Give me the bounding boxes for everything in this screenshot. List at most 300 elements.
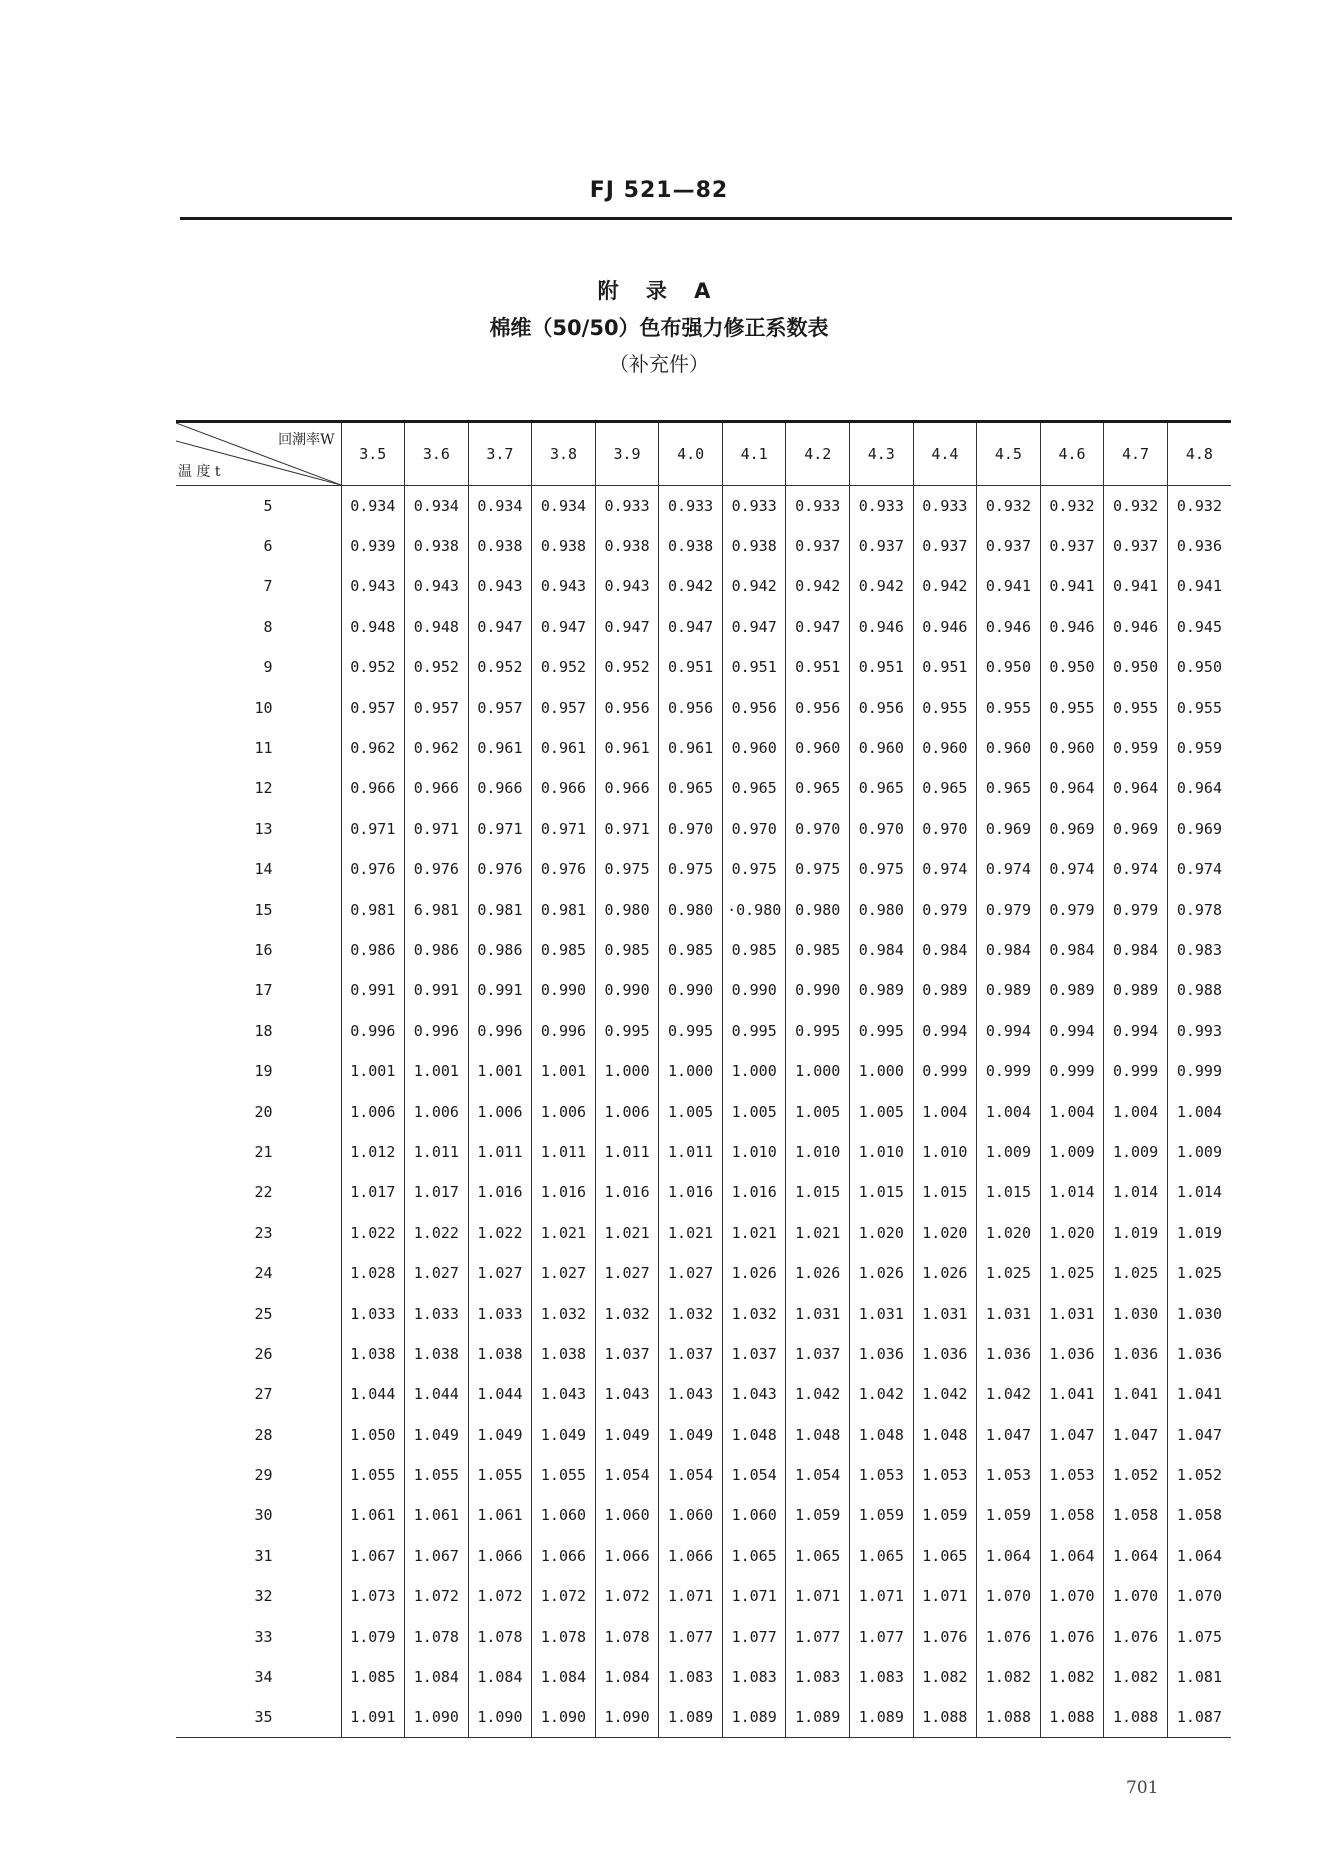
coefficient-cell: 1.027	[405, 1253, 469, 1293]
coefficient-cell: 1.019	[1167, 1213, 1231, 1253]
temperature-cell: 7	[263, 577, 273, 596]
coefficient-cell: 1.005	[786, 1091, 850, 1131]
coefficient-cell: 1.021	[595, 1213, 659, 1253]
coefficient-cell: 0.932	[977, 486, 1041, 526]
coefficient-cell: 0.969	[1167, 809, 1231, 849]
coefficient-cell: 1.077	[659, 1616, 723, 1656]
coefficient-cell: 1.082	[913, 1657, 977, 1697]
coefficient-cell: 0.989	[913, 970, 977, 1010]
coefficient-cell: 0.945	[1167, 607, 1231, 647]
coefficient-cell: 1.037	[722, 1334, 786, 1374]
coefficient-cell: 0.965	[722, 768, 786, 808]
coefficient-cell: 0.980	[786, 889, 850, 929]
coefficient-cell: 1.064	[1104, 1536, 1168, 1576]
coefficient-cell: 0.971	[595, 809, 659, 849]
coefficient-cell: 0.994	[913, 1011, 977, 1051]
coefficient-cell: 1.009	[1104, 1132, 1168, 1172]
coefficient-cell: 0.994	[1104, 1011, 1168, 1051]
coefficient-cell: 0.951	[786, 647, 850, 687]
coefficient-cell: 0.990	[532, 970, 596, 1010]
coefficient-cell: 1.085	[341, 1657, 405, 1697]
coefficient-cell: 1.047	[977, 1414, 1041, 1454]
coefficient-cell: 1.060	[659, 1495, 723, 1535]
header-rule	[180, 217, 1232, 220]
coefficient-cell: 1.084	[532, 1657, 596, 1697]
coefficient-cell: 0.946	[1040, 607, 1104, 647]
coefficient-cell: 0.971	[341, 809, 405, 849]
coefficient-cell: 0.964	[1104, 768, 1168, 808]
coefficient-cell: 1.027	[659, 1253, 723, 1293]
coefficient-cell: 1.038	[405, 1334, 469, 1374]
coefficient-cell: 0.947	[659, 607, 723, 647]
coefficient-cell: 1.005	[850, 1091, 914, 1131]
table-row	[176, 566, 1231, 606]
coefficient-cell: 1.076	[977, 1616, 1041, 1656]
coefficient-cell: 0.955	[1104, 687, 1168, 727]
table-row	[176, 1213, 1231, 1253]
coefficient-cell: 1.011	[595, 1132, 659, 1172]
table-row	[176, 1374, 1231, 1414]
coefficient-cell: 0.994	[977, 1011, 1041, 1051]
coefficient-cell: 0.932	[1040, 486, 1104, 526]
coefficient-cell: 1.049	[595, 1414, 659, 1454]
temperature-cell: 16	[254, 940, 273, 959]
coefficient-cell: 0.999	[1040, 1051, 1104, 1091]
coefficient-cell: 0.959	[1104, 728, 1168, 768]
coefficient-cell: 1.036	[1104, 1334, 1168, 1374]
coefficient-cell: 1.054	[722, 1455, 786, 1495]
coefficient-cell: 0.969	[1104, 809, 1168, 849]
coefficient-cell: 1.052	[1104, 1455, 1168, 1495]
coefficient-cell: 1.033	[341, 1293, 405, 1333]
column-header-cell: 4.0	[659, 422, 723, 486]
table-row	[176, 849, 1231, 889]
coefficient-cell: 0.999	[913, 1051, 977, 1091]
coefficient-cell: 0.965	[786, 768, 850, 808]
table-row	[176, 1616, 1231, 1656]
appendix-label: 附 录 A	[597, 279, 721, 303]
coefficient-cell: 1.072	[468, 1576, 532, 1616]
coefficient-cell: 0.965	[659, 768, 723, 808]
coefficient-cell: 0.966	[341, 768, 405, 808]
coefficient-cell: 1.076	[1040, 1616, 1104, 1656]
coefficient-cell: 0.956	[595, 687, 659, 727]
coefficient-cell: 1.030	[1104, 1293, 1168, 1333]
coefficient-cell: 0.979	[913, 889, 977, 929]
coefficient-cell: 0.957	[405, 687, 469, 727]
coefficient-cell: 1.083	[786, 1657, 850, 1697]
coefficient-cell: 1.065	[913, 1536, 977, 1576]
coefficient-cell: 1.048	[786, 1414, 850, 1454]
coefficient-cell: 1.026	[850, 1253, 914, 1293]
coefficient-cell: 1.064	[977, 1536, 1041, 1576]
coefficient-cell: 1.042	[850, 1374, 914, 1414]
coefficient-cell: 1.070	[1167, 1576, 1231, 1616]
coefficient-cell: 0.971	[468, 809, 532, 849]
coefficient-cell: 1.088	[1104, 1697, 1168, 1737]
coefficient-cell: 0.955	[913, 687, 977, 727]
coefficient-cell: 0.938	[405, 526, 469, 566]
coefficient-cell: 1.006	[532, 1091, 596, 1131]
coefficient-cell: 0.951	[850, 647, 914, 687]
temperature-cell: 27	[254, 1385, 273, 1404]
coefficient-cell: 1.009	[977, 1132, 1041, 1172]
coefficient-cell: 1.073	[341, 1576, 405, 1616]
column-header-cell: 4.4	[913, 422, 977, 486]
coefficient-cell: 0.932	[1167, 486, 1231, 526]
coefficient-cell: 0.974	[1104, 849, 1168, 889]
coefficient-cell: 1.009	[1167, 1132, 1231, 1172]
coefficient-cell: 0.962	[341, 728, 405, 768]
coefficient-cell: 0.971	[532, 809, 596, 849]
table-row	[176, 687, 1231, 727]
coefficient-cell: 1.001	[468, 1051, 532, 1091]
coefficient-cell: 0.955	[1040, 687, 1104, 727]
coefficient-cell: 1.025	[1167, 1253, 1231, 1293]
temperature-cell: 13	[254, 819, 273, 838]
temperature-cell: 26	[254, 1344, 273, 1363]
temperature-cell: 18	[254, 1021, 273, 1040]
coefficient-cell: 1.031	[786, 1293, 850, 1333]
coefficient-cell: 1.036	[1167, 1334, 1231, 1374]
coefficient-cell: 0.989	[1104, 970, 1168, 1010]
coefficient-cell: 1.005	[659, 1091, 723, 1131]
coefficient-cell: 0.993	[1167, 1011, 1231, 1051]
coefficient-cell: 1.044	[468, 1374, 532, 1414]
coefficient-cell: 1.089	[850, 1697, 914, 1737]
coefficient-cell: 1.036	[850, 1334, 914, 1374]
coefficient-cell: 1.001	[341, 1051, 405, 1091]
coefficient-cell: 0.974	[1040, 849, 1104, 889]
coefficient-cell: 1.081	[1167, 1657, 1231, 1697]
temperature-cell: 14	[254, 860, 273, 879]
coefficient-cell: 1.026	[913, 1253, 977, 1293]
coefficient-cell: 1.089	[659, 1697, 723, 1737]
coefficient-cell: 1.020	[1040, 1213, 1104, 1253]
coefficient-cell: 1.091	[341, 1697, 405, 1737]
coefficient-cell: 0.995	[595, 1011, 659, 1051]
coefficient-cell: 0.995	[722, 1011, 786, 1051]
coefficient-cell: 0.934	[468, 486, 532, 526]
coefficient-cell: 0.985	[722, 930, 786, 970]
coefficient-cell: 0.970	[722, 809, 786, 849]
coefficient-cell: 1.059	[977, 1495, 1041, 1535]
temperature-cell: 17	[254, 981, 273, 1000]
column-header-cell: 4.1	[722, 422, 786, 486]
table-row	[176, 728, 1231, 768]
coefficient-cell: 1.014	[1167, 1172, 1231, 1212]
coefficient-cell: 0.943	[532, 566, 596, 606]
coefficient-cell: 0.976	[405, 849, 469, 889]
coefficient-cell: 1.084	[595, 1657, 659, 1697]
coefficient-cell: 0.937	[913, 526, 977, 566]
column-header-cell: 3.5	[341, 422, 405, 486]
table-row	[176, 1414, 1231, 1454]
coefficient-cell: 1.038	[468, 1334, 532, 1374]
coefficient-cell: 0.956	[850, 687, 914, 727]
coefficient-cell: 1.041	[1040, 1374, 1104, 1414]
table-row	[176, 526, 1231, 566]
table-row	[176, 1697, 1231, 1737]
table-row	[176, 1253, 1231, 1293]
coefficient-cell: 0.957	[532, 687, 596, 727]
temperature-cell: 32	[254, 1587, 273, 1606]
temperature-cell: 8	[263, 617, 273, 636]
coefficient-cell: 1.031	[850, 1293, 914, 1333]
coefficient-cell: 0.943	[405, 566, 469, 606]
coefficient-cell: 1.071	[786, 1576, 850, 1616]
coefficient-cell: 1.047	[1104, 1414, 1168, 1454]
coefficient-cell: 0.995	[850, 1011, 914, 1051]
coefficient-cell: 1.052	[1167, 1455, 1231, 1495]
temperature-cell: 19	[254, 1062, 273, 1081]
coefficient-cell: 0.990	[595, 970, 659, 1010]
coefficient-cell: 1.037	[786, 1334, 850, 1374]
coefficient-cell: 1.014	[1040, 1172, 1104, 1212]
coefficient-cell: 1.001	[405, 1051, 469, 1091]
coefficient-cell: 0.989	[1040, 970, 1104, 1010]
coefficient-cell: 0.932	[1104, 486, 1168, 526]
coefficient-cell: 1.055	[468, 1455, 532, 1495]
coefficient-cell: 0.976	[532, 849, 596, 889]
coefficient-cell: 0.933	[595, 486, 659, 526]
coefficient-cell: 1.022	[468, 1213, 532, 1253]
coefficient-cell: 1.032	[532, 1293, 596, 1333]
coefficient-cell: 0.938	[659, 526, 723, 566]
coefficient-cell: 1.014	[1104, 1172, 1168, 1212]
coefficient-cell: 0.934	[532, 486, 596, 526]
coefficient-cell: 1.079	[341, 1616, 405, 1656]
coefficient-cell: 1.033	[405, 1293, 469, 1333]
coefficient-cell: 0.961	[595, 728, 659, 768]
coefficient-cell: 0.975	[850, 849, 914, 889]
coefficient-cell: 1.065	[722, 1536, 786, 1576]
coefficient-cell: 0.957	[341, 687, 405, 727]
page-number: 701	[1126, 1778, 1159, 1798]
coefficient-cell: 0.947	[595, 607, 659, 647]
coefficient-cell: 0.933	[850, 486, 914, 526]
coefficient-cell: 0.966	[595, 768, 659, 808]
coefficient-cell: 0.960	[913, 728, 977, 768]
coefficient-cell: 0.984	[850, 930, 914, 970]
coefficient-cell: 0.966	[405, 768, 469, 808]
coefficient-cell: 0.975	[595, 849, 659, 889]
coefficient-cell: 0.985	[786, 930, 850, 970]
coefficient-cell: 0.966	[468, 768, 532, 808]
coefficient-cell: 0.965	[850, 768, 914, 808]
coefficient-cell: 0.985	[659, 930, 723, 970]
coefficient-cell: 1.065	[786, 1536, 850, 1576]
coefficient-cell: 0.952	[468, 647, 532, 687]
coefficient-cell: 1.015	[977, 1172, 1041, 1212]
coefficient-cell: 0.951	[722, 647, 786, 687]
coefficient-cell: 1.022	[405, 1213, 469, 1253]
coefficient-cell: 0.960	[850, 728, 914, 768]
table-subtitle: （补充件）	[609, 352, 709, 376]
coefficient-cell: 0.999	[977, 1051, 1041, 1091]
coefficient-cell: 0.990	[786, 970, 850, 1010]
coefficient-cell: 0.990	[659, 970, 723, 1010]
coefficient-cell: 1.058	[1104, 1495, 1168, 1535]
table-row	[176, 1091, 1231, 1131]
column-header-cell: 3.6	[405, 422, 469, 486]
temperature-cell: 28	[254, 1425, 273, 1444]
coefficient-cell: 0.934	[341, 486, 405, 526]
coefficient-cell: 0.942	[786, 566, 850, 606]
coefficient-cell: 1.088	[1040, 1697, 1104, 1737]
coefficient-cell: 0.981	[468, 889, 532, 929]
coefficient-cell: 1.083	[659, 1657, 723, 1697]
coefficient-cell: 1.027	[595, 1253, 659, 1293]
coefficient-cell: 1.026	[786, 1253, 850, 1293]
coefficient-cell: 1.054	[659, 1455, 723, 1495]
coefficient-cell: 1.070	[977, 1576, 1041, 1616]
coefficient-cell: 0.991	[468, 970, 532, 1010]
coefficient-cell: 1.087	[1167, 1697, 1231, 1737]
coefficient-cell: 0.960	[1040, 728, 1104, 768]
temperature-cell: 30	[254, 1506, 273, 1525]
coefficient-cell: 1.033	[468, 1293, 532, 1333]
coefficient-cell: 0.996	[468, 1011, 532, 1051]
coefficient-cell: 1.021	[786, 1213, 850, 1253]
coefficient-cell: 0.950	[1040, 647, 1104, 687]
standard-code: FJ 521—82	[589, 178, 729, 203]
table-row	[176, 486, 1231, 526]
table-row	[176, 1657, 1231, 1697]
coefficient-cell: 0.984	[977, 930, 1041, 970]
coefficient-cell: 1.048	[722, 1414, 786, 1454]
table-row	[176, 1293, 1231, 1333]
coefficient-cell: 0.950	[1167, 647, 1231, 687]
table-body	[176, 486, 1231, 1738]
coefficient-cell: 0.933	[722, 486, 786, 526]
coefficient-cell: 1.016	[722, 1172, 786, 1212]
column-header-cell: 3.7	[468, 422, 532, 486]
coefficient-cell: 1.041	[1104, 1374, 1168, 1414]
coefficient-cell: 0.937	[1040, 526, 1104, 566]
coefficient-cell: 0.969	[977, 809, 1041, 849]
coefficient-cell: 0.980	[850, 889, 914, 929]
table-row	[176, 1495, 1231, 1535]
coefficient-cell: 0.985	[532, 930, 596, 970]
coefficient-cell: 1.060	[532, 1495, 596, 1535]
table-row	[176, 1576, 1231, 1616]
coefficient-cell: 1.064	[1040, 1536, 1104, 1576]
coefficient-cell: 0.941	[1167, 566, 1231, 606]
coefficient-cell: 0.947	[722, 607, 786, 647]
coefficient-cell: 1.020	[913, 1213, 977, 1253]
coefficient-cell: 1.043	[659, 1374, 723, 1414]
coefficient-cell: 0.994	[1040, 1011, 1104, 1051]
coefficient-cell: 0.981	[341, 889, 405, 929]
coefficient-cell: 0.991	[405, 970, 469, 1010]
coefficient-cell: 0.969	[1040, 809, 1104, 849]
coefficient-cell: 1.015	[913, 1172, 977, 1212]
coefficient-cell: 0.965	[913, 768, 977, 808]
table-row	[176, 889, 1231, 929]
coefficient-cell: 1.015	[850, 1172, 914, 1212]
coefficient-cell: 0.946	[977, 607, 1041, 647]
coefficient-cell: 1.016	[468, 1172, 532, 1212]
coefficient-cell: 1.017	[405, 1172, 469, 1212]
table-row	[176, 1051, 1231, 1091]
column-header-cell: 4.7	[1104, 422, 1168, 486]
coefficient-cell: 1.042	[786, 1374, 850, 1414]
coefficient-cell: 1.078	[532, 1616, 596, 1656]
column-header-cell: 4.8	[1167, 422, 1231, 486]
coefficient-cell: 1.077	[786, 1616, 850, 1656]
temperature-cell: 20	[254, 1102, 273, 1121]
coefficient-cell: 1.082	[1104, 1657, 1168, 1697]
coefficient-cell: 1.031	[977, 1293, 1041, 1333]
coefficient-cell: 0.943	[341, 566, 405, 606]
coefficient-cell: 0.983	[1167, 930, 1231, 970]
coefficient-cell: 0.961	[532, 728, 596, 768]
coefficient-cell: 0.937	[786, 526, 850, 566]
coefficient-cell: 1.010	[722, 1132, 786, 1172]
coefficient-cell: 1.032	[595, 1293, 659, 1333]
coefficient-cell: 1.066	[468, 1536, 532, 1576]
coefficient-cell: 1.071	[850, 1576, 914, 1616]
coefficient-cell: 0.957	[468, 687, 532, 727]
coefficient-cell: 1.065	[850, 1536, 914, 1576]
coefficient-cell: 1.083	[722, 1657, 786, 1697]
coefficient-cell: 1.048	[850, 1414, 914, 1454]
coefficient-cell: 1.054	[595, 1455, 659, 1495]
coefficient-cell: 1.004	[1040, 1091, 1104, 1131]
coefficient-cell: 1.088	[913, 1697, 977, 1737]
table-row	[176, 1132, 1231, 1172]
coefficient-cell: 0.956	[786, 687, 850, 727]
coefficient-cell: 1.053	[977, 1455, 1041, 1495]
coefficient-cell: 1.061	[405, 1495, 469, 1535]
coefficient-cell: 1.001	[532, 1051, 596, 1091]
coefficient-cell: 0.981	[532, 889, 596, 929]
coefficient-cell: 1.011	[405, 1132, 469, 1172]
coefficient-cell: 0.933	[786, 486, 850, 526]
coefficient-cell: 1.090	[595, 1697, 659, 1737]
coefficient-cell: 0.984	[1104, 930, 1168, 970]
coefficient-cell: 1.010	[850, 1132, 914, 1172]
table-row	[176, 1172, 1231, 1212]
coefficient-cell: 1.047	[1167, 1414, 1231, 1454]
temperature-cell: 5	[263, 496, 273, 515]
coefficient-cell: 0.978	[1167, 889, 1231, 929]
coefficient-cell: 0.975	[659, 849, 723, 889]
temperature-cell: 6	[263, 537, 273, 556]
coefficient-cell: 0.999	[1167, 1051, 1231, 1091]
coefficient-cell: 1.064	[1167, 1536, 1231, 1576]
coefficient-cell: 0.942	[659, 566, 723, 606]
coefficient-cell: 0.946	[1104, 607, 1168, 647]
coefficient-cell: 1.004	[1104, 1091, 1168, 1131]
coefficient-cell: 0.952	[405, 647, 469, 687]
temperature-cell: 12	[254, 779, 273, 798]
coefficient-cell: 0.947	[532, 607, 596, 647]
coefficient-cell: 0.941	[977, 566, 1041, 606]
coefficient-cell: 1.053	[850, 1455, 914, 1495]
coefficient-cell: 0.985	[595, 930, 659, 970]
coefficient-cell: 1.032	[659, 1293, 723, 1333]
corner-header-cell	[176, 422, 341, 486]
coefficient-cell: 0.946	[913, 607, 977, 647]
coefficient-cell: 1.044	[341, 1374, 405, 1414]
coefficient-cell: 0.980	[595, 889, 659, 929]
coefficient-cell: 1.004	[1167, 1091, 1231, 1131]
coefficient-cell: 1.050	[341, 1414, 405, 1454]
coefficient-cell: 1.036	[977, 1334, 1041, 1374]
temperature-cell: 23	[254, 1223, 273, 1242]
